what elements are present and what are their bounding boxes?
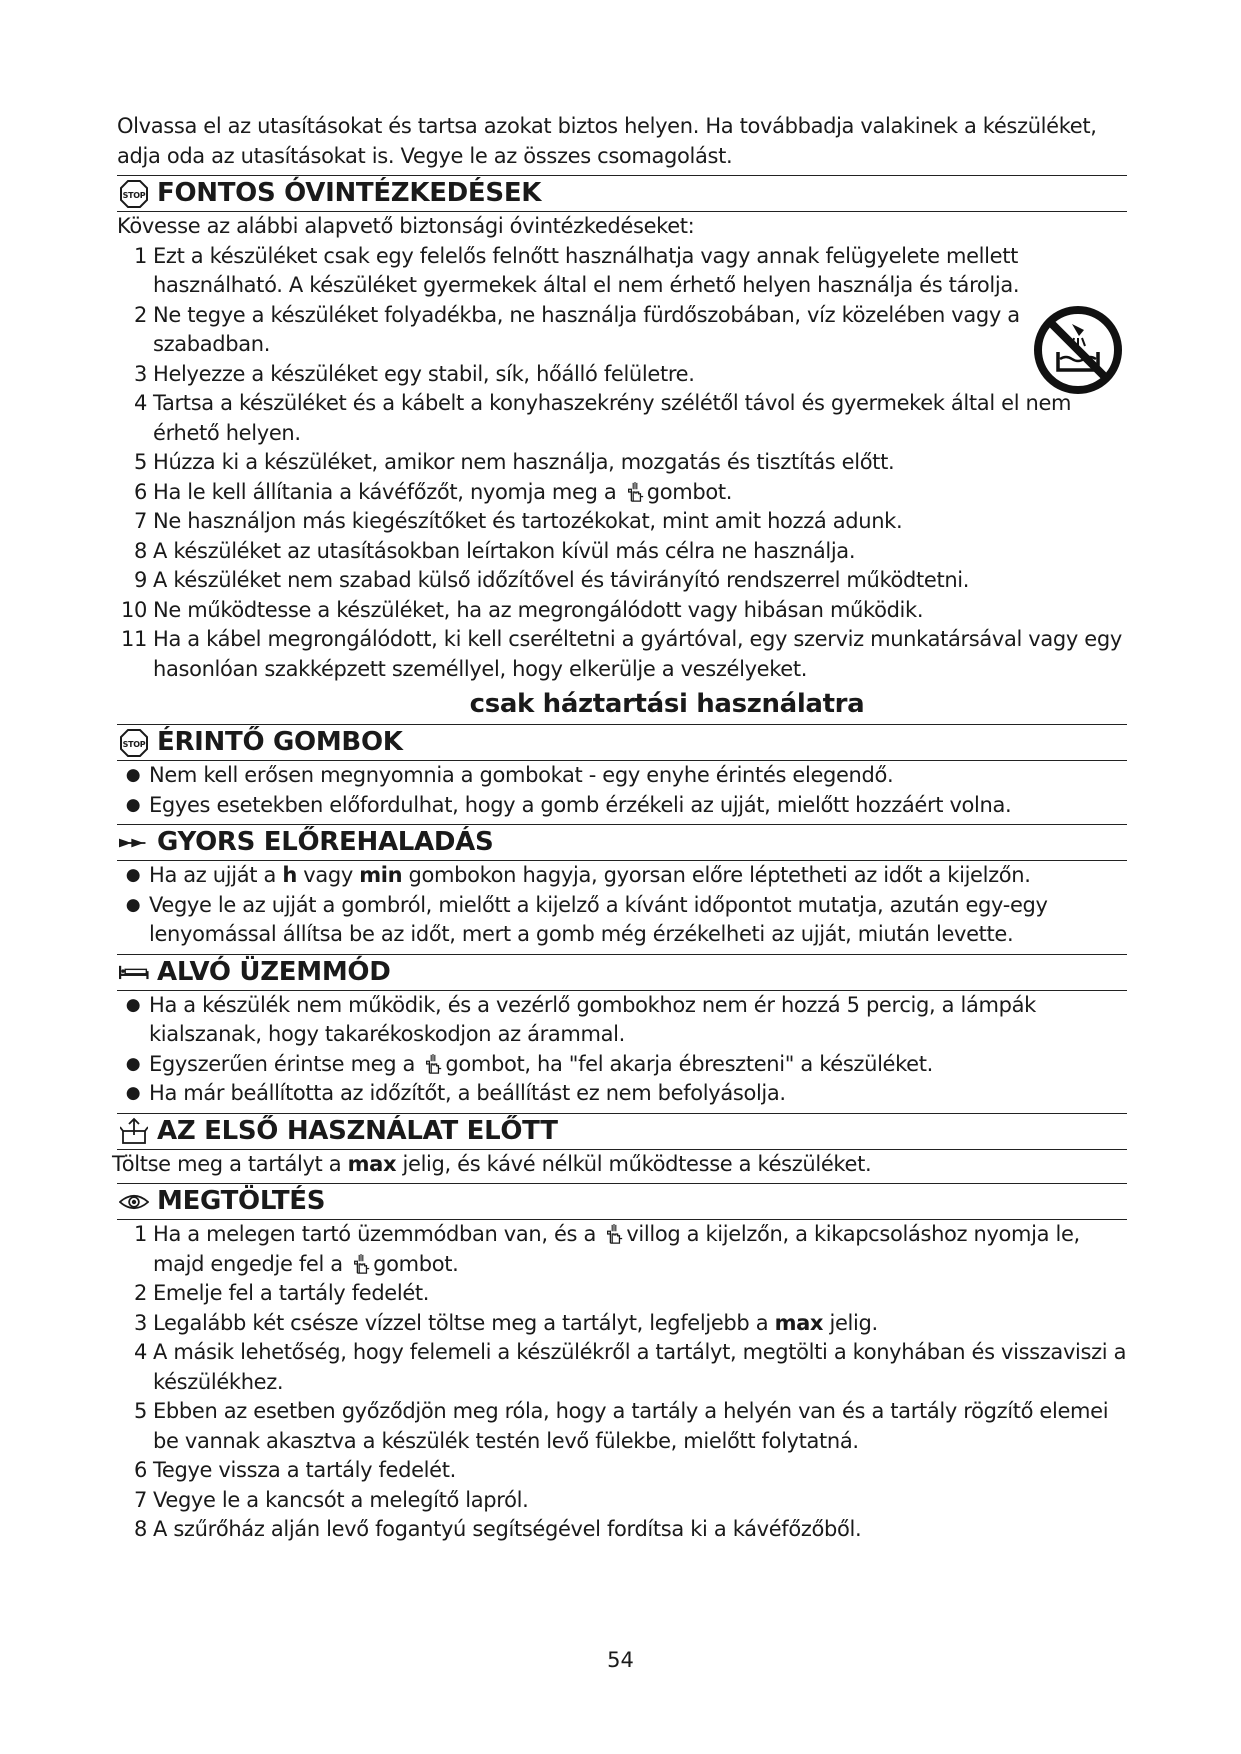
list-item: 3 Legalább két csésze vízzel töltse meg a tartályt, legfeljebb a max jelig. — [133, 1310, 878, 1335]
list-item: 3 Helyezze a készüléket egy stabil, sík, hőálló felületre. — [133, 361, 695, 386]
list-item: 8 A készüléket az utasításokban leírtakon kívül más célra ne használja. — [133, 538, 856, 563]
list-item: ● Egyszerűen érintse meg a gombot, ha "fel akarja ébreszteni" a készüléket. — [125, 1051, 933, 1076]
hand-button-icon — [604, 1223, 624, 1245]
intro-text: Olvassa el az utasításokat és tartsa azokat biztos helyen. Ha továbbadja valakinek a készüléket, adja oda az utasításokat is. Vegye le az összes csomagolást. — [117, 114, 1097, 168]
list-item: 6 Tegye vissza a tartály fedelét. — [133, 1458, 456, 1482]
section-title: GYORS ELŐREHALADÁS — [157, 827, 494, 857]
precautions-list — [117, 242, 1127, 685]
list-item: 7 Ne használjon más kiegészítőket és tartozékokat, mint amit hozzá adunk. — [133, 509, 903, 533]
list-item: 4 A másik lehetőség, hogy felemeli a készülékről a tartályt, megtölti a konyhában és visszaviszi a készülékhez. — [133, 1340, 1127, 1394]
hand-button-icon — [423, 1053, 443, 1075]
list-item: 5 Húzza ki a készüléket, amikor nem használja, mozgatás és tisztítás előtt. — [133, 450, 895, 474]
section-title: ÉRINTŐ GOMBOK — [157, 727, 403, 757]
list-item: 5 Ebben az esetben győződjön meg róla, hogy a tartály a helyén van és a tartály rögzítő elemei be vannak akasztva a készülék testén levő fülekbe, mielőtt folytatná. — [133, 1399, 1109, 1453]
stop-icon — [119, 179, 149, 209]
section-title: AZ ELSŐ HASZNÁLAT ELŐTT — [157, 1115, 558, 1146]
section-title: MEGTÖLTÉS — [157, 1186, 326, 1216]
stop-icon — [119, 728, 149, 758]
eye-icon — [119, 1187, 149, 1217]
household-use-note: csak háztartási használatra — [469, 689, 865, 719]
bed-icon — [119, 957, 149, 987]
sleep-mode-list — [117, 991, 1127, 1109]
list-item: 10 Ne működtesse a készüléket, ha az megrongálódott vagy hibásan működik. — [120, 597, 924, 622]
list-item: 1 Ezt a készüléket csak egy felelős felnőtt használhatja vagy annak felügyelete mellett használható. A készüléket gyermekek által el nem érhető helyen használja és tárolja. — [133, 243, 1020, 297]
section-header-elso — [117, 1113, 1127, 1150]
list-item: 9 A készüléket nem szabad külső időzítővel és távirányító rendszerrel működtetni. — [133, 568, 970, 592]
list-item: 2 Emelje fel a tartály fedelét. — [133, 1281, 430, 1305]
section-header-fontos — [117, 175, 1127, 212]
list-item: 6 Ha le kell állítania a kávéfőzőt, nyomja meg a gombot. — [133, 479, 733, 504]
first-use-text: Töltse meg a tartályt a max jelig, és kávé nélkül működtesse a készüléket. — [112, 1151, 872, 1176]
section-header-megtoltes — [117, 1183, 1127, 1220]
filling-list — [117, 1220, 1127, 1545]
section-lead: Kövesse az alábbi alapvető biztonsági óvintézkedéseket: — [117, 214, 695, 238]
list-item: 11 Ha a kábel megrongálódott, ki kell cseréltetni a gyártóval, egy szerviz munkatársával vagy egy hasonlóan szakképzett személlyel, hogy elkerülje a veszélyeket. — [120, 627, 1122, 681]
list-item: ● Vegye le az ujját a gombról, mielőtt a kijelző a kívánt időpontot mutatja, azután egy-egy lenyomással állítsa be az időt, mert a gomb még érzékelheti az ujját, miután levette. — [125, 892, 1048, 946]
section-header-erinto — [117, 724, 1127, 761]
document-page — [112, 112, 1127, 1545]
section-header-alvo — [117, 954, 1127, 991]
list-item: 1 Ha a melegen tartó üzemmódban van, és a villog a kijelzőn, a kikapcsoláshoz nyomja le, majd engedje fel a gombot. — [133, 1222, 1080, 1276]
hand-button-icon — [351, 1253, 371, 1275]
list-item: ● Egyes esetekben előfordulhat, hogy a gomb érzékeli az ujját, mielőtt hozzáért volna. — [125, 792, 1012, 817]
section-title: FONTOS ÓVINTÉZKEDÉSEK — [157, 178, 542, 208]
list-item: ● Ha az ujját a h vagy min gombokon hagyja, gyorsan előre léptetheti az időt a kijelzőn. — [125, 863, 1031, 887]
section-header-gyors — [117, 824, 1127, 861]
list-item: ● Ha már beállította az időzítőt, a beállítást ez nem befolyásolja. — [125, 1081, 786, 1105]
no-water-warning-icon — [1032, 304, 1124, 396]
section-title: ALVÓ ÜZEMMÓD — [157, 956, 391, 987]
list-item: 8 A szűrőház alján levő fogantyú segítségével fordítsa ki a kávéfőzőből. — [133, 1517, 862, 1541]
list-item: 4 Tartsa a készüléket és a kábelt a konyhaszekrény szélétől távol és gyermekek által el nem érhető helyen. — [133, 391, 1072, 445]
hand-button-icon — [625, 481, 645, 503]
list-item: ● Nem kell erősen megnyomnia a gombokat - egy enyhe érintés elegendő. — [125, 763, 894, 787]
list-item: 7 Vegye le a kancsót a melegítő lapról. — [133, 1487, 529, 1512]
page-number: 54 — [607, 1648, 634, 1672]
touch-buttons-list — [117, 761, 1127, 820]
list-item: 2 Ne tegye a készüléket folyadékba, ne használja fürdőszobában, víz közelében vagy a szabadban. — [133, 302, 1020, 356]
list-item: ● Ha a készülék nem működik, és a vezérlő gombokhoz nem ér hozzá 5 percig, a lámpák kialszanak, hogy takarékoskodjon az árammal. — [125, 992, 1036, 1046]
unpack-icon — [119, 1116, 149, 1146]
fast-forward-icon — [119, 828, 149, 858]
fast-forward-list — [117, 861, 1127, 950]
